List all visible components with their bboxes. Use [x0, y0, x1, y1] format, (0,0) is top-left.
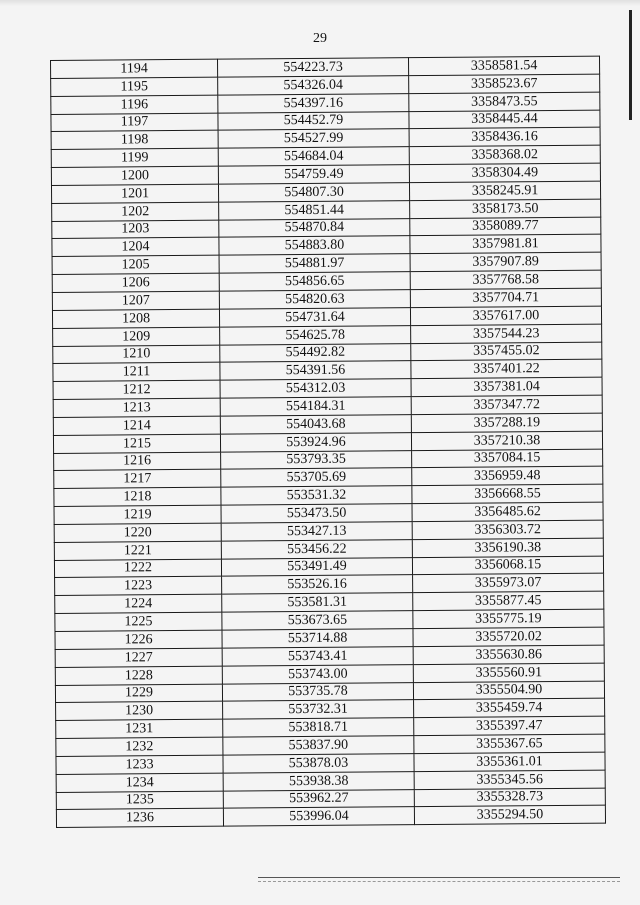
x-coordinate-cell: 553837.90: [223, 736, 414, 755]
x-coordinate-cell: 554883.80: [219, 236, 410, 255]
x-coordinate-cell: 553962.27: [223, 789, 414, 808]
x-coordinate-cell: 553938.38: [223, 771, 414, 790]
x-coordinate-cell: 553531.32: [221, 486, 412, 505]
point-number-cell: 1197: [51, 113, 218, 132]
point-number-cell: 1205: [52, 255, 219, 274]
y-coordinate-cell: 3357288.19: [411, 413, 602, 432]
point-number-cell: 1217: [54, 470, 221, 489]
point-number-cell: 1204: [52, 238, 219, 257]
coordinates-table: [50, 56, 606, 829]
x-coordinate-cell: 553491.49: [221, 557, 412, 576]
y-coordinate-cell: 3355345.56: [414, 770, 605, 789]
point-number-cell: 1230: [56, 702, 223, 721]
y-coordinate-cell: 3358368.02: [409, 145, 600, 164]
y-coordinate-cell: 3357907.89: [410, 252, 601, 271]
point-number-cell: 1216: [54, 452, 221, 471]
y-coordinate-cell: 3355775.19: [413, 609, 604, 628]
y-coordinate-cell: 3358473.55: [409, 92, 600, 111]
x-coordinate-cell: 553996.04: [223, 807, 414, 826]
y-coordinate-cell: 3355397.47: [414, 716, 605, 735]
y-coordinate-cell: 3356068.15: [412, 556, 603, 575]
point-number-cell: 1194: [51, 59, 218, 78]
point-number-cell: 1207: [52, 291, 219, 310]
point-number-cell: 1219: [54, 505, 221, 524]
x-coordinate-cell: 553456.22: [221, 539, 412, 558]
y-coordinate-cell: 3355328.73: [414, 788, 605, 807]
point-number-cell: 1236: [56, 809, 223, 828]
x-coordinate-cell: 553714.88: [222, 629, 413, 648]
x-coordinate-cell: 554731.64: [219, 307, 410, 326]
y-coordinate-cell: 3357768.58: [410, 270, 601, 289]
point-number-cell: 1196: [51, 95, 218, 114]
y-coordinate-cell: 3357347.72: [411, 395, 602, 414]
point-number-cell: 1208: [52, 309, 219, 328]
x-coordinate-cell: 554807.30: [218, 183, 409, 202]
point-number-cell: 1233: [56, 755, 223, 774]
x-coordinate-cell: 554397.16: [218, 93, 409, 112]
y-coordinate-cell: 3355504.90: [413, 681, 604, 700]
point-number-cell: 1229: [55, 684, 222, 703]
x-coordinate-cell: 554391.56: [220, 361, 411, 380]
point-number-cell: 1232: [56, 737, 223, 756]
y-coordinate-cell: 3355973.07: [413, 574, 604, 593]
y-coordinate-cell: 3355459.74: [414, 699, 605, 718]
point-number-cell: 1199: [51, 148, 218, 167]
x-coordinate-cell: 554043.68: [220, 415, 411, 434]
x-coordinate-cell: 553878.03: [223, 754, 414, 773]
x-coordinate-cell: 553924.96: [220, 432, 411, 451]
x-coordinate-cell: 553673.65: [222, 611, 413, 630]
x-coordinate-cell: 554856.65: [219, 272, 410, 291]
y-coordinate-cell: 3357455.02: [411, 342, 602, 361]
scan-top-shadow: [0, 0, 640, 6]
y-coordinate-cell: 3356303.72: [412, 520, 603, 539]
point-number-cell: 1235: [56, 791, 223, 810]
y-coordinate-cell: 3358523.67: [409, 74, 600, 93]
y-coordinate-cell: 3357617.00: [410, 306, 601, 325]
x-coordinate-cell: 554684.04: [218, 147, 409, 166]
y-coordinate-cell: 3355630.86: [413, 645, 604, 664]
point-number-cell: 1224: [55, 594, 222, 613]
y-coordinate-cell: 3358445.44: [409, 110, 600, 129]
point-number-cell: 1195: [51, 77, 218, 96]
point-number-cell: 1206: [52, 273, 219, 292]
y-coordinate-cell: 3357210.38: [411, 431, 602, 450]
y-coordinate-cell: 3358245.91: [409, 181, 600, 200]
x-coordinate-cell: 554492.82: [220, 343, 411, 362]
x-coordinate-cell: 553732.31: [223, 700, 414, 719]
point-number-cell: 1198: [51, 131, 218, 150]
y-coordinate-cell: 3358089.77: [410, 217, 601, 236]
point-number-cell: 1226: [55, 630, 222, 649]
point-number-cell: 1223: [55, 577, 222, 596]
point-number-cell: 1212: [53, 380, 220, 399]
y-coordinate-cell: 3357401.22: [411, 360, 602, 379]
y-coordinate-cell: 3357544.23: [411, 324, 602, 343]
x-coordinate-cell: 554881.97: [219, 254, 410, 273]
point-number-cell: 1210: [53, 345, 220, 364]
point-number-cell: 1215: [53, 434, 220, 453]
x-coordinate-cell: 553735.78: [222, 682, 413, 701]
x-coordinate-cell: 553743.41: [222, 647, 413, 666]
y-coordinate-cell: 3355294.50: [414, 806, 605, 825]
point-number-cell: 1213: [53, 398, 220, 417]
page-number: 29: [313, 31, 327, 46]
x-coordinate-cell: 553473.50: [221, 504, 412, 523]
y-coordinate-cell: 3358304.49: [409, 163, 600, 182]
y-coordinate-cell: 3358436.16: [409, 128, 600, 147]
y-coordinate-cell: 3356959.48: [412, 467, 603, 486]
x-coordinate-cell: 553818.71: [223, 718, 414, 737]
y-coordinate-cell: 3355720.02: [413, 627, 604, 646]
point-number-cell: 1211: [53, 363, 220, 382]
point-number-cell: 1228: [55, 666, 222, 685]
point-number-cell: 1214: [53, 416, 220, 435]
x-coordinate-cell: 553743.00: [222, 664, 413, 683]
y-coordinate-cell: 3355361.01: [414, 752, 605, 771]
x-coordinate-cell: 554312.03: [220, 379, 411, 398]
point-number-cell: 1221: [54, 541, 221, 560]
point-number-cell: 1220: [54, 523, 221, 542]
x-coordinate-cell: 554625.78: [220, 325, 411, 344]
x-coordinate-cell: 554223.73: [217, 58, 408, 77]
x-coordinate-cell: 553427.13: [221, 522, 412, 541]
x-coordinate-cell: 554184.31: [220, 397, 411, 416]
point-number-cell: 1201: [51, 184, 218, 203]
x-coordinate-cell: 554820.63: [219, 290, 410, 309]
footer-rule-dashed: [258, 881, 620, 882]
point-number-cell: 1203: [52, 220, 219, 239]
y-coordinate-cell: 3356190.38: [412, 538, 603, 557]
y-coordinate-cell: 3358173.50: [410, 199, 601, 218]
point-number-cell: 1227: [55, 648, 222, 667]
point-number-cell: 1202: [52, 202, 219, 221]
x-coordinate-cell: 553705.69: [221, 468, 412, 487]
y-coordinate-cell: 3357084.15: [412, 449, 603, 468]
y-coordinate-cell: 3355560.91: [413, 663, 604, 682]
scan-edge-mark: [629, 10, 632, 120]
x-coordinate-cell: 553526.16: [222, 575, 413, 594]
table-row: [56, 806, 605, 828]
y-coordinate-cell: 3356485.62: [412, 502, 603, 521]
y-coordinate-cell: 3355367.65: [414, 734, 605, 753]
y-coordinate-cell: 3357981.81: [410, 235, 601, 254]
x-coordinate-cell: 554527.99: [218, 129, 409, 148]
x-coordinate-cell: 554870.84: [219, 218, 410, 237]
point-number-cell: 1234: [56, 773, 223, 792]
point-number-cell: 1218: [54, 487, 221, 506]
y-coordinate-cell: 3357704.71: [410, 288, 601, 307]
point-number-cell: 1200: [51, 166, 218, 185]
footer-rule: [258, 877, 620, 878]
y-coordinate-cell: 3356668.55: [412, 484, 603, 503]
y-coordinate-cell: 3358581.54: [408, 56, 599, 75]
point-number-cell: 1231: [56, 719, 223, 738]
coordinates-table-body: [51, 56, 606, 828]
y-coordinate-cell: 3355877.45: [413, 591, 604, 610]
point-number-cell: 1209: [53, 327, 220, 346]
x-coordinate-cell: 554759.49: [218, 165, 409, 184]
x-coordinate-cell: 553793.35: [221, 450, 412, 469]
x-coordinate-cell: 554326.04: [218, 76, 409, 95]
coordinates-sheet: [50, 56, 604, 829]
x-coordinate-cell: 554452.79: [218, 111, 409, 130]
x-coordinate-cell: 553581.31: [222, 593, 413, 612]
point-number-cell: 1225: [55, 612, 222, 631]
x-coordinate-cell: 554851.44: [219, 200, 410, 219]
y-coordinate-cell: 3357381.04: [411, 377, 602, 396]
point-number-cell: 1222: [54, 559, 221, 578]
